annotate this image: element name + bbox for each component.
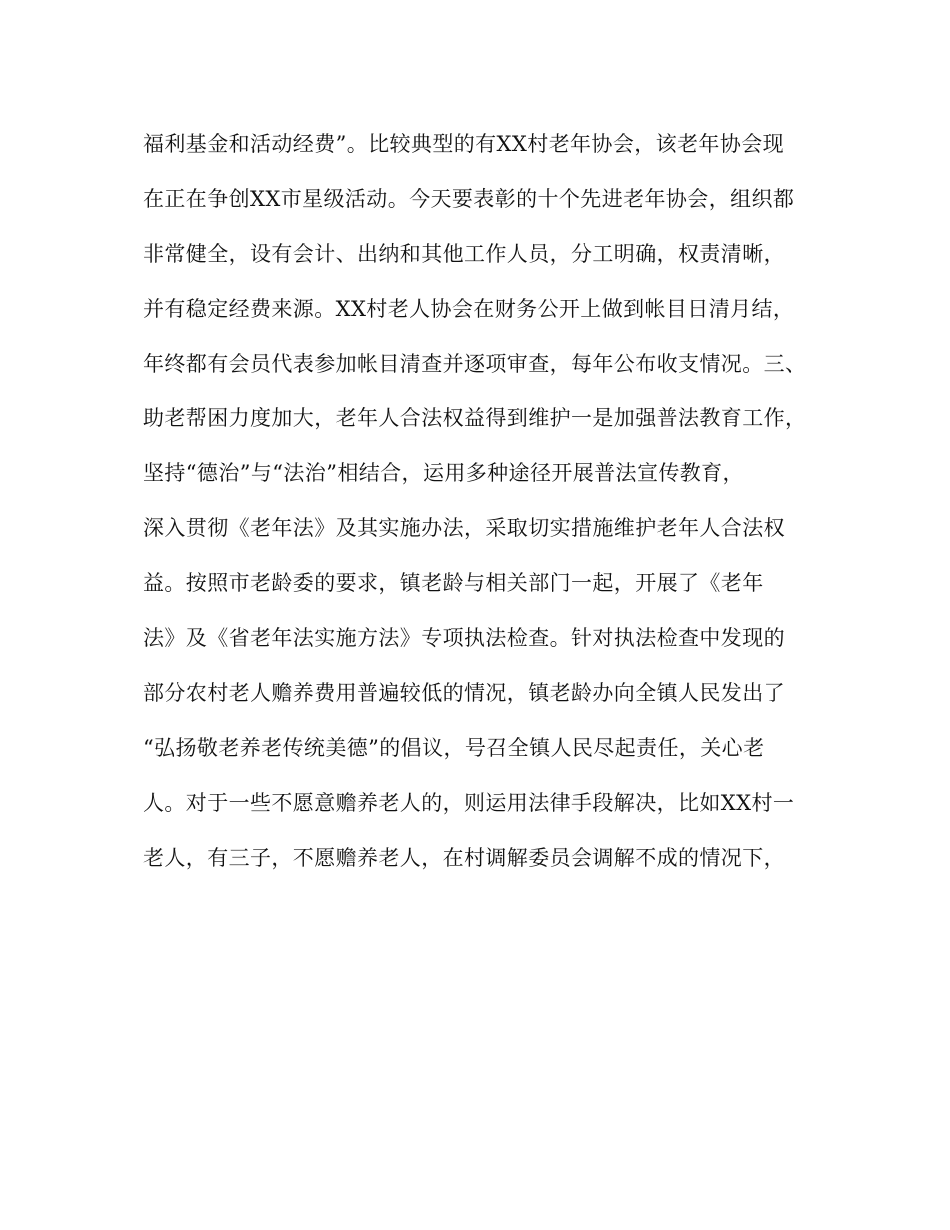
text-line: 法》及《省老年法实施方法》专项执法检查。针对执法检查中发现的 xyxy=(143,626,785,651)
body-text xyxy=(143,126,823,894)
text-line: 年终都有会员代表参加帐目清查并逐项审查，每年公布收支情况。三、 xyxy=(143,351,807,376)
text-line: 在正在争创XX市星级活动。今天要表彰的十个先进老年协会，组织都 xyxy=(143,186,795,211)
text-line: 人。对于一些不愿意赡养老人的，则运用法律手段解决，比如XX村一 xyxy=(143,790,795,815)
text-line: 老人，有三子，不愿赡养老人，在村调解委员会调解不成的情况下， xyxy=(143,845,785,870)
text-line: “弘扬敬老养老传统美德”的倡议，号召全镇人民尽起责任，关心老 xyxy=(143,735,765,760)
text-line: 深入贯彻《老年法》及其实施办法，采取切实措施维护老年人合法权 xyxy=(143,516,785,541)
text-line: 坚持“德治”与“法治”相结合，运用多种途径开展普法宣传教育， xyxy=(143,461,744,486)
text-line: 并有稳定经费来源。XX村老人协会在财务公开上做到帐目日清月结， xyxy=(143,296,795,321)
text-line: 益。按照市老龄委的要求，镇老龄与相关部门一起，开展了《老年 xyxy=(143,571,764,596)
text-line: 助老帮困力度加大，老年人合法权益得到维护一是加强普法教育工作， xyxy=(143,406,807,431)
text-line: 福利基金和活动经费”。比较典型的有XX村老年协会，该老年协会现 xyxy=(143,132,785,156)
text-line: 非常健全，设有会计、出纳和其他工作人员，分工明确，权责清晰， xyxy=(143,241,785,266)
text-line: 部分农村老人赡养费用普遍较低的情况，镇老龄办向全镇人民发出了 xyxy=(143,680,785,705)
